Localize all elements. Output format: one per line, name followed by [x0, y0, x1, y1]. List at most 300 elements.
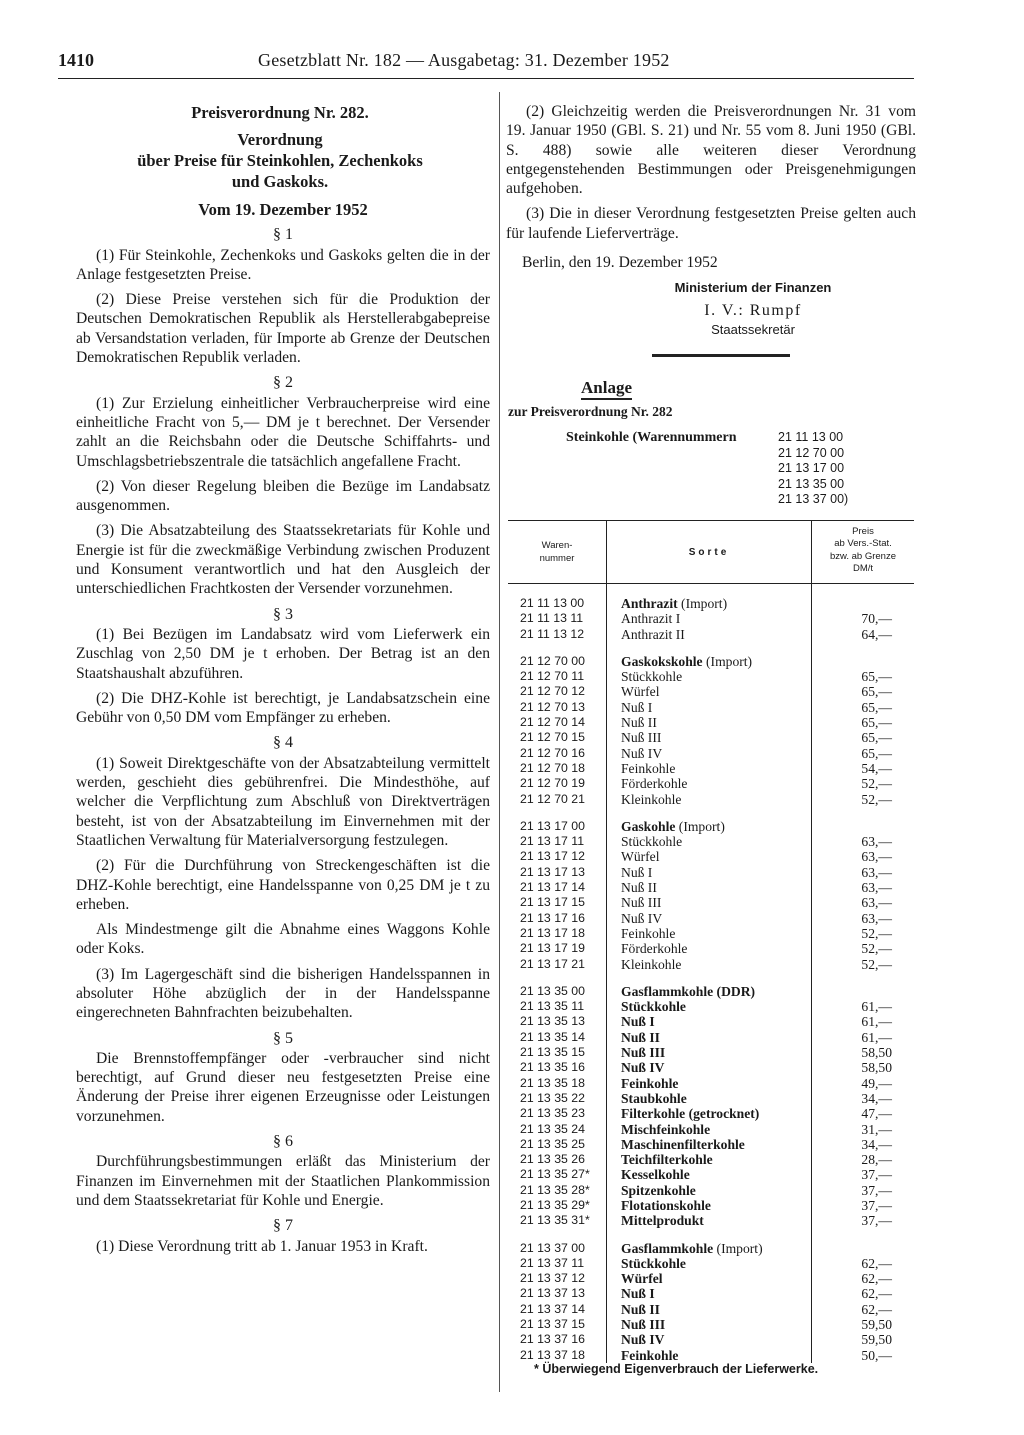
item-number-cell: 21 12 70 16 [520, 745, 585, 760]
grade-cell [621, 669, 682, 684]
title-line: und Gaskoks. [231, 172, 329, 191]
grade-name: Kleinkohle [621, 791, 682, 807]
item-number-cell: 21 13 17 16 [520, 910, 585, 925]
grade-name: Anthrazit II [621, 626, 685, 642]
grade-qualifier: (Import) [706, 653, 753, 669]
table-group [508, 642, 914, 807]
price-cell: 62,— [861, 1301, 892, 1317]
grade-name: Anthrazit [621, 596, 678, 611]
grade-name: Nuß III [621, 730, 662, 746]
price-cell: 64,— [861, 626, 892, 642]
grade-name: Nuß I [621, 1286, 655, 1302]
place-date: Berlin, den 19. Dezember 1952 [522, 254, 718, 272]
signature-rule [652, 354, 790, 357]
item-number-cell: 21 12 70 11 [520, 669, 585, 684]
grade-cell [621, 999, 686, 1014]
item-number-cell: 21 13 35 11 [520, 999, 585, 1014]
item-number-cell: 21 13 35 22 [520, 1090, 585, 1105]
price-cell: 61,— [861, 1029, 892, 1045]
table-row [508, 1137, 914, 1152]
grade-cell [621, 746, 662, 761]
grade-cell [621, 1286, 655, 1301]
grade-name: Mischfeinkohle [621, 1121, 711, 1137]
table-row [508, 715, 914, 730]
grade-name: Stückkohle [621, 999, 686, 1015]
table-row [508, 834, 914, 849]
table-row [508, 1241, 914, 1256]
paragraph: (2) Die DHZ-Kohle ist berechtigt, je Landabsatzschein eine Gebühr von 0,50 DM vom Empfänger zu erheben. [76, 689, 490, 727]
price-cell: 47,— [861, 1106, 892, 1122]
price-cell: 63,— [861, 849, 892, 865]
title-line: über Preise für Steinkohlen, Zechenkoks [137, 151, 423, 170]
item-number-cell: 21 13 35 26 [520, 1152, 585, 1167]
grade-name: Filterkohle [621, 1106, 686, 1122]
item-number-cell: 21 11 13 11 [520, 611, 584, 626]
paragraph: (3) Im Lagergeschäft sind die bisherigen Handelsspannen in absoluter Höhe abzüglich der in der Handelsspanne eingerechneten Bahnfrachten beizubehalten. [76, 965, 490, 1022]
item-number-cell: 21 13 17 00 [520, 818, 585, 833]
header-line: bzw. ab Grenze [829, 550, 896, 562]
price-cell: 52,— [861, 956, 892, 972]
page-header [58, 48, 914, 79]
item-number-cell: 21 12 70 00 [520, 653, 585, 668]
price-cell: 37,— [861, 1182, 892, 1198]
table-row [508, 1106, 914, 1121]
item-number-cell: 21 13 37 11 [520, 1255, 585, 1270]
item-number-cell: 21 13 17 15 [520, 895, 585, 910]
table-row [508, 730, 914, 745]
grade-cell [621, 1183, 696, 1198]
table-row [508, 895, 914, 910]
grade-name: Nuß I [621, 864, 653, 880]
item-number-cell: 21 13 37 13 [520, 1286, 585, 1301]
grade-cell [621, 941, 687, 956]
table-row [508, 926, 914, 941]
paragraph: (2) Gleichzeitig werden die Preisverordnungen Nr. 31 vom 19. Januar 1950 (GBl. S. 21) und Nr. 55 vom 8. Juni 1950 (GBl. S. 488) sowie alle weiteren dieser Verordnung entgegenstehenden Bestimmungen oder Preisgenehmigungen aufgehoben. [506, 103, 916, 198]
signatory: I. V.: Rumpf [704, 301, 802, 319]
table-row [508, 1152, 914, 1167]
paragraph: Als Mindestmenge gilt die Abnahme eines Waggons Kohle oder Koks. [76, 921, 490, 958]
grade-name: Würfel [621, 849, 660, 865]
item-number-cell: 21 13 35 14 [520, 1029, 585, 1044]
price-cell: 61,— [861, 999, 892, 1015]
price-cell: 63,— [861, 864, 892, 880]
section-heading: § 1 [273, 226, 293, 244]
price-cell: 65,— [861, 669, 892, 685]
table-row [508, 819, 914, 834]
section-heading: § 2 [273, 374, 293, 392]
item-number-cell: 21 13 35 25 [520, 1136, 585, 1151]
grade-name: Stückkohle [621, 834, 683, 850]
annex-heading: Anlage [581, 378, 632, 400]
grade-cell [621, 627, 685, 642]
item-number: 21 11 13 00 [778, 430, 844, 444]
table-row [508, 700, 914, 715]
price-cell: 37,— [861, 1213, 892, 1229]
paragraph: (1) Soweit Direktgeschäfte von der Absatzabteilung vermittelt werden, geschieht dies gebührenfrei. Die Mindesthöhe, auf welcher die Verpflichtung zum Abschluß von Direktverträgen besteht, ist von der Absatzabteilung im Einvernehmen mit der Staatlichen Verwaltung für Materialversorgung festzulegen. [76, 754, 490, 849]
item-number-cell: 21 13 35 31* [520, 1213, 590, 1228]
grade-cell [621, 1332, 664, 1347]
grade-cell [621, 1256, 686, 1271]
price-cell: 52,— [861, 925, 892, 941]
grade-cell [621, 1091, 687, 1106]
table-row [508, 1286, 914, 1301]
grade-cell [621, 1076, 678, 1091]
item-number-cell: 21 11 13 12 [520, 626, 585, 641]
paragraph: (2) Für die Durchführung von Streckengeschäften ist die DHZ-Kohle berechtigt, eine Handelsspanne von 0,25 DM je t zu erheben. [76, 857, 490, 913]
page-number: 1410 [58, 50, 94, 70]
grade-cell [621, 715, 657, 730]
ordinance-date: Vom 19. Dezember 1952 [198, 200, 368, 219]
item-number-cell: 21 12 70 21 [520, 791, 585, 806]
grade-name: Kesselkohle [621, 1167, 690, 1183]
price-cell: 58,50 [861, 1045, 892, 1061]
grade-name: Stückkohle [621, 669, 683, 685]
grade-name: Feinkohle [621, 1347, 679, 1363]
price-cell: 52,— [861, 941, 892, 957]
paragraph: (3) Die Absatzabteilung des Staatssekretariats für Kohle und Energie ist für die zweckmäßige Verbindung zwischen Produzent und Konsument verantwortlich und hat den Ausgleich der unterschiedlichen Frachtkosten der Versender vorzunehmen. [76, 522, 490, 598]
price-cell: 50,— [861, 1347, 892, 1363]
running-title: Gesetzblatt Nr. 182 — Ausgabetag: 31. Dezember 1952 [258, 50, 670, 70]
section-heading: § 5 [273, 1029, 293, 1047]
item-number-cell: 21 13 35 15 [520, 1045, 585, 1060]
grade-cell [621, 1137, 745, 1152]
grade-name: Nuß I [621, 1014, 655, 1030]
item-number-cell: 21 13 37 00 [520, 1240, 585, 1255]
table-group [508, 807, 914, 972]
table-body [508, 584, 914, 1363]
table-row [508, 849, 914, 864]
price-cell: 65,— [861, 730, 892, 746]
grade-cell [621, 700, 652, 715]
grade-cell [621, 1317, 665, 1332]
price-cell: 61,— [861, 1014, 892, 1030]
grade-cell [621, 834, 682, 849]
grade-name: Flotationskohle [621, 1197, 711, 1213]
item-number-cell: 21 13 17 13 [520, 864, 585, 879]
grade-cell [621, 1167, 690, 1182]
table-row [508, 1060, 914, 1075]
table-row [508, 1014, 914, 1029]
table-row [508, 627, 914, 642]
item-number-cell: 21 13 35 29* [520, 1197, 590, 1212]
price-cell: 63,— [861, 895, 892, 911]
grade-name: Nuß III [621, 895, 662, 911]
price-cell: 62,— [861, 1255, 892, 1271]
price-cell: 59,50 [861, 1332, 892, 1348]
header-line: Waren- [541, 540, 573, 551]
grade-name: Würfel [621, 684, 660, 700]
grade-name: Mittelprodukt [621, 1213, 704, 1229]
price-table [508, 520, 914, 1363]
paragraph: Die Brennstoffempfänger oder -verbraucher sind nicht berechtigt, auf Grund dieser neu festgesetzten Preise eine Änderung der Preise ihrer eigenen Erzeugnisse oder Leistungen vorzunehmen. [76, 1049, 490, 1125]
item-number: 21 13 35 00 [778, 476, 845, 491]
price-cell: 70,— [861, 611, 892, 627]
item-number: 21 13 17 00 [778, 461, 845, 476]
grade-name: Förderkohle [621, 776, 688, 792]
grade-cell [621, 880, 657, 895]
grade-cell [621, 596, 727, 611]
item-number-cell: 21 13 37 15 [520, 1317, 585, 1332]
item-number-cell: 21 13 17 18 [520, 925, 585, 940]
annex-subheading: zur Preisverordnung Nr. 282 [508, 404, 673, 419]
grade-cell [621, 1060, 664, 1075]
grade-name: Förderkohle [621, 941, 688, 957]
steinkohle-label: Steinkohle (Warennummern [566, 430, 737, 445]
grade-cell [621, 957, 681, 972]
table-row [508, 1091, 914, 1106]
grade-name: Feinkohle [621, 925, 676, 941]
grade-cell [621, 926, 675, 941]
header-line: Preis [852, 526, 874, 537]
item-number-cell: 21 13 35 13 [520, 1014, 585, 1029]
paragraph-sections [76, 225, 490, 1256]
price-cell: 34,— [861, 1090, 892, 1106]
price-cell: 54,— [861, 760, 892, 776]
item-number-cell: 21 12 70 13 [520, 699, 585, 714]
grade-name: Staubkohle [621, 1090, 687, 1106]
item-number-cell: 21 13 35 00 [520, 983, 585, 998]
section-heading: § 7 [273, 1217, 293, 1235]
signatory-role: Staatssekretär [711, 321, 795, 337]
paragraph: (1) Bei Bezügen im Landabsatz wird vom Lieferwerk ein Zuschlag von 2,50 DM je t erhoben. Der Betrag ist an den Staatshaushalt abzuführen. [76, 625, 490, 682]
grade-name: Würfel [621, 1271, 663, 1287]
grade-qualifier: (DDR) [716, 983, 756, 999]
signature-block [590, 278, 916, 339]
grade-name: Nuß II [621, 1301, 660, 1317]
table-group [508, 972, 914, 1229]
table-row [508, 1076, 914, 1091]
column-header-price [812, 521, 914, 583]
grade-name: Gasflammkohle [621, 983, 714, 999]
item-number-cell: 21 12 70 15 [520, 730, 585, 745]
price-cell: 65,— [861, 684, 892, 700]
grade-cell [621, 911, 662, 926]
item-number-cell: 21 13 37 18 [520, 1347, 585, 1362]
grade-cell [621, 1241, 763, 1256]
price-cell: 49,— [861, 1075, 892, 1091]
left-column [76, 102, 490, 1262]
grade-name: Gaskokskohle [621, 653, 703, 669]
grade-name: Nuß II [621, 880, 657, 896]
grade-cell [621, 865, 652, 880]
paragraph: (2) Diese Preise verstehen sich für die Produktion der Deutschen Demokratischen Republik als Herstellerabgabepreise ab Versandstation verladen, für Importe ab Grenze der Deutschen Demokratischen Republik verladen. [76, 291, 490, 367]
column-header-grade: Sorte [607, 521, 812, 583]
table-row [508, 865, 914, 880]
grade-name: Nuß IV [621, 1332, 665, 1348]
table-row [508, 792, 914, 807]
table-row [508, 957, 914, 972]
grade-cell [621, 849, 660, 864]
table-row [508, 1348, 914, 1363]
table-row [508, 1271, 914, 1286]
table-row [508, 596, 914, 611]
table-row [508, 761, 914, 776]
grade-cell [621, 776, 687, 791]
price-cell: 63,— [861, 834, 892, 850]
price-cell: 34,— [861, 1136, 892, 1152]
section-heading: § 3 [273, 605, 293, 623]
grade-cell [621, 792, 681, 807]
grade-cell [621, 1213, 704, 1228]
grade-cell [621, 684, 660, 699]
grade-cell [621, 611, 680, 626]
grade-name: Teichfilterkohle [621, 1152, 713, 1168]
header-line: DM/t [852, 562, 874, 574]
grade-cell [621, 1106, 759, 1121]
item-number-cell: 21 13 17 19 [520, 941, 585, 956]
grade-cell [621, 1302, 660, 1317]
grade-name: Nuß I [621, 699, 653, 715]
table-row [508, 880, 914, 895]
table-group [508, 584, 914, 642]
grade-cell [621, 761, 675, 776]
grade-cell [621, 1152, 713, 1167]
ordinance-number: Preisverordnung Nr. 282. [191, 103, 369, 122]
item-number-cell: 21 12 70 14 [520, 715, 585, 730]
grade-cell [621, 730, 661, 745]
table-row [508, 1213, 914, 1228]
grade-cell [621, 1030, 660, 1045]
paragraph: (1) Diese Verordnung tritt ab 1. Januar 1953 in Kraft. [96, 1237, 428, 1255]
price-cell: 52,— [861, 776, 892, 792]
item-number-cell: 21 13 35 18 [520, 1075, 585, 1090]
item-number-cell: 21 13 35 16 [520, 1060, 585, 1075]
item-number-cell: 21 13 35 28* [520, 1182, 590, 1197]
table-row [508, 776, 914, 791]
price-cell: 52,— [861, 791, 892, 807]
table-header [508, 520, 914, 584]
grade-qualifier: (Import) [678, 818, 725, 834]
grade-name: Feinkohle [621, 760, 676, 776]
grade-name: Nuß III [621, 1045, 666, 1061]
price-cell: 63,— [861, 880, 892, 896]
table-row [508, 984, 914, 999]
item-number-cell: 21 13 35 27* [520, 1167, 590, 1182]
table-row [508, 941, 914, 956]
right-column [506, 102, 916, 339]
grade-qualifier: (getrocknet) [688, 1106, 760, 1122]
table-row [508, 1317, 914, 1332]
paragraph: (1) Für Steinkohle, Zechenkoks und Gaskoks gelten die in der Anlage festgesetzten Preise. [76, 246, 490, 283]
table-row [508, 611, 914, 626]
table-row [508, 1167, 914, 1182]
grade-name: Kleinkohle [621, 956, 682, 972]
grade-name: Anthrazit I [621, 611, 681, 627]
item-number-cell: 21 11 13 00 [520, 596, 585, 610]
grade-name: Spitzenkohle [621, 1182, 696, 1198]
grade-name: Nuß IV [621, 910, 663, 926]
item-number-cell: 21 13 37 14 [520, 1301, 585, 1316]
item-number-cell: 21 12 70 19 [520, 776, 585, 791]
section-heading: § 6 [273, 1133, 293, 1151]
price-cell: 62,— [861, 1271, 892, 1287]
table-row [508, 911, 914, 926]
footnote: * Überwiegend Eigenverbrauch der Lieferwerke. [534, 1362, 819, 1376]
price-cell: 65,— [861, 745, 892, 761]
grade-cell [621, 1271, 663, 1286]
grade-cell [621, 1122, 710, 1137]
table-row [508, 669, 914, 684]
section-heading: § 4 [273, 734, 293, 752]
item-number-cell: 21 13 37 16 [520, 1332, 585, 1347]
table-row [508, 684, 914, 699]
grade-cell [621, 1045, 665, 1060]
grade-cell [621, 984, 755, 999]
price-cell: 37,— [861, 1197, 892, 1213]
grade-cell [621, 819, 725, 834]
item-number-cell: 21 13 35 23 [520, 1106, 585, 1121]
paragraph: Durchführungsbestimmungen erläßt das Ministerium der Finanzen im Einvernehmen mit der Staatlichen Plankommission und dem Staatssekretariat für Kohle und Energie. [76, 1153, 490, 1209]
grade-name: Maschinenfilterkohle [621, 1136, 745, 1152]
price-cell: 31,— [861, 1121, 892, 1137]
grade-name: Nuß III [621, 1317, 666, 1333]
title-line: Verordnung [237, 130, 323, 149]
grade-cell [621, 654, 752, 669]
grade-cell [621, 1198, 711, 1213]
item-number-cell: 21 13 17 12 [520, 849, 585, 864]
column-divider [499, 92, 500, 1392]
price-cell: 65,— [861, 699, 892, 715]
paragraph: (1) Zur Erzielung einheitlicher Verbraucherpreise wird eine einheitliche Fracht von 5,— DM je t berechnet. Der Versender zahlt an die Reichsbahn oder die Deutsche Schiffahrts- und Umschlagsbetriebszentrale die tatsächlich angefallene Fracht. [76, 394, 490, 470]
table-row [508, 746, 914, 761]
steinkohle-item-numbers [566, 430, 849, 507]
price-cell: 58,50 [861, 1060, 892, 1076]
table-row [508, 1030, 914, 1045]
grade-name: Gasflammkohle [621, 1240, 714, 1256]
item-number: 21 13 37 00) [778, 492, 849, 507]
paragraph: (2) Von dieser Regelung bleiben die Bezüge im Landabsatz ausgenommen. [76, 477, 490, 515]
ordinance-title [70, 129, 490, 192]
grade-name: Gaskohle [621, 818, 676, 834]
price-cell: 65,— [861, 715, 892, 731]
grade-name: Nuß II [621, 1029, 660, 1045]
item-number: 21 12 70 00 [778, 445, 845, 460]
grade-name: Nuß II [621, 715, 657, 731]
table-row [508, 1183, 914, 1198]
item-number-cell: 21 13 17 11 [520, 834, 585, 849]
table-row [508, 1198, 914, 1213]
price-cell: 28,— [861, 1152, 892, 1168]
column-header-item-number [508, 521, 607, 583]
ministry-name: Ministerium der Finanzen [674, 280, 832, 296]
paragraph: (3) Die in dieser Verordnung festgesetzten Preise gelten auch für laufende Lieferverträge. [506, 205, 916, 242]
grade-cell [621, 1348, 678, 1363]
price-cell: 63,— [861, 910, 892, 926]
table-row [508, 1302, 914, 1317]
grade-name: Feinkohle [621, 1075, 679, 1091]
header-line: nummer [539, 553, 575, 564]
table-row [508, 1045, 914, 1060]
table-row [508, 654, 914, 669]
item-number-cell: 21 12 70 12 [520, 684, 585, 699]
grade-name: Nuß IV [621, 1060, 665, 1076]
grade-cell [621, 895, 661, 910]
table-row [508, 1256, 914, 1271]
item-number-cell: 21 13 37 12 [520, 1271, 585, 1286]
price-cell: 37,— [861, 1167, 892, 1183]
grade-qualifier: (Import) [681, 596, 728, 611]
item-number-cell: 21 13 17 21 [520, 956, 585, 971]
item-number-cell: 21 13 17 14 [520, 880, 585, 895]
table-row [508, 1122, 914, 1137]
price-cell: 62,— [861, 1286, 892, 1302]
table-row [508, 999, 914, 1014]
item-number-cell: 21 12 70 18 [520, 760, 585, 775]
grade-name: Stückkohle [621, 1255, 686, 1271]
grade-name: Nuß IV [621, 745, 663, 761]
header-line: ab Vers.-Stat. [834, 538, 892, 550]
item-number-list [778, 430, 898, 508]
